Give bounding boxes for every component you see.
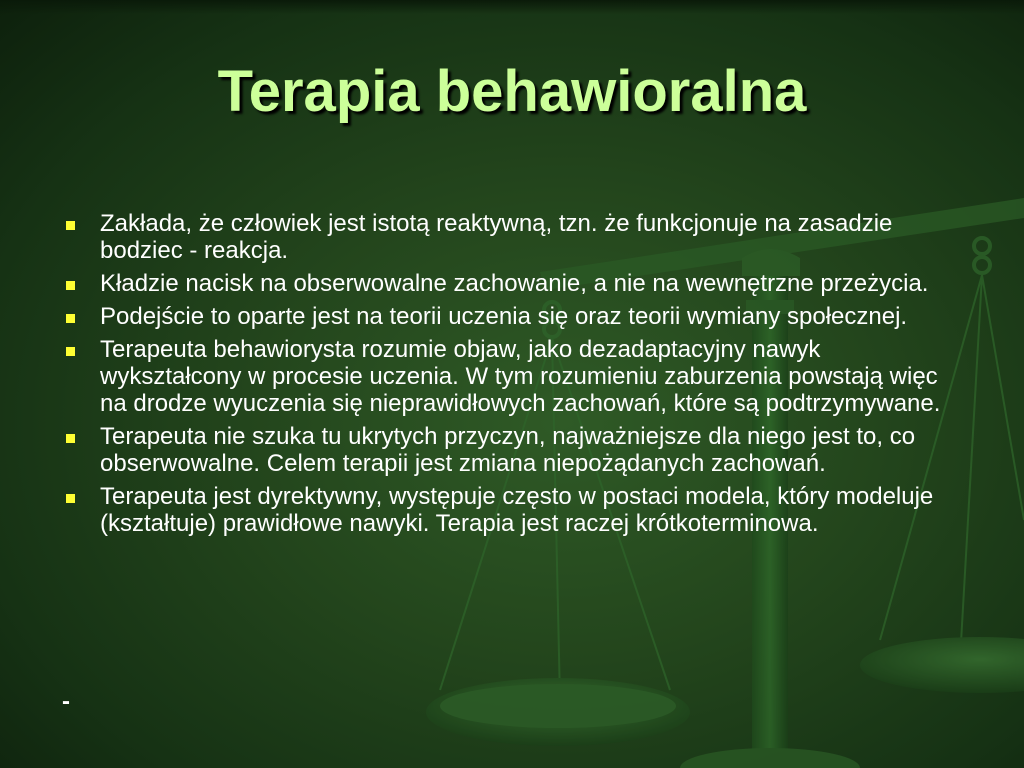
square-bullet-icon — [66, 494, 75, 503]
bullet-list — [62, 210, 962, 543]
list-item-text: Podejście to oparte jest na teorii uczenia się oraz teorii wymiany społecznej. — [100, 303, 908, 330]
trailing-dash: - — [62, 688, 70, 715]
square-bullet-icon — [66, 314, 75, 323]
list-item — [62, 336, 962, 417]
list-item — [62, 483, 962, 537]
square-bullet-icon — [66, 281, 75, 290]
square-bullet-icon — [66, 347, 75, 356]
list-item-text: Terapeuta behawiorysta rozumie objaw, jako dezadaptacyjny nawyk wykształcony w procesie uczenia. W tym rozumieniu zaburzenia powstają więc na drodze wyuczenia się nieprawidłowych zachowań, które są podtrzymywane. — [100, 336, 941, 417]
list-item-text: Kładzie nacisk na obserwowalne zachowanie, a nie na wewnętrzne przeżycia. — [100, 270, 929, 297]
list-item-text: Terapeuta nie szuka tu ukrytych przyczyn, najważniejsze dla niego jest to, co obserwowalne. Celem terapii jest zmiana niepożądanych zachowań. — [100, 423, 916, 477]
square-bullet-icon — [66, 221, 75, 230]
square-bullet-icon — [66, 434, 75, 443]
slide-title: Terapia behawioralna — [217, 59, 807, 124]
list-item-text: Terapeuta jest dyrektywny, występuje często w postaci modela, który modeluje (kształtuje) prawidłowe nawyki. Terapia jest raczej krótkoterminowa. — [100, 483, 934, 537]
list-item — [62, 270, 962, 297]
list-item — [62, 303, 962, 330]
list-item-text: Zakłada, że człowiek jest istotą reaktywną, tzn. że funkcjonuje na zasadzie bodziec - reakcja. — [100, 210, 893, 264]
list-item — [62, 423, 962, 477]
list-item — [62, 210, 962, 264]
